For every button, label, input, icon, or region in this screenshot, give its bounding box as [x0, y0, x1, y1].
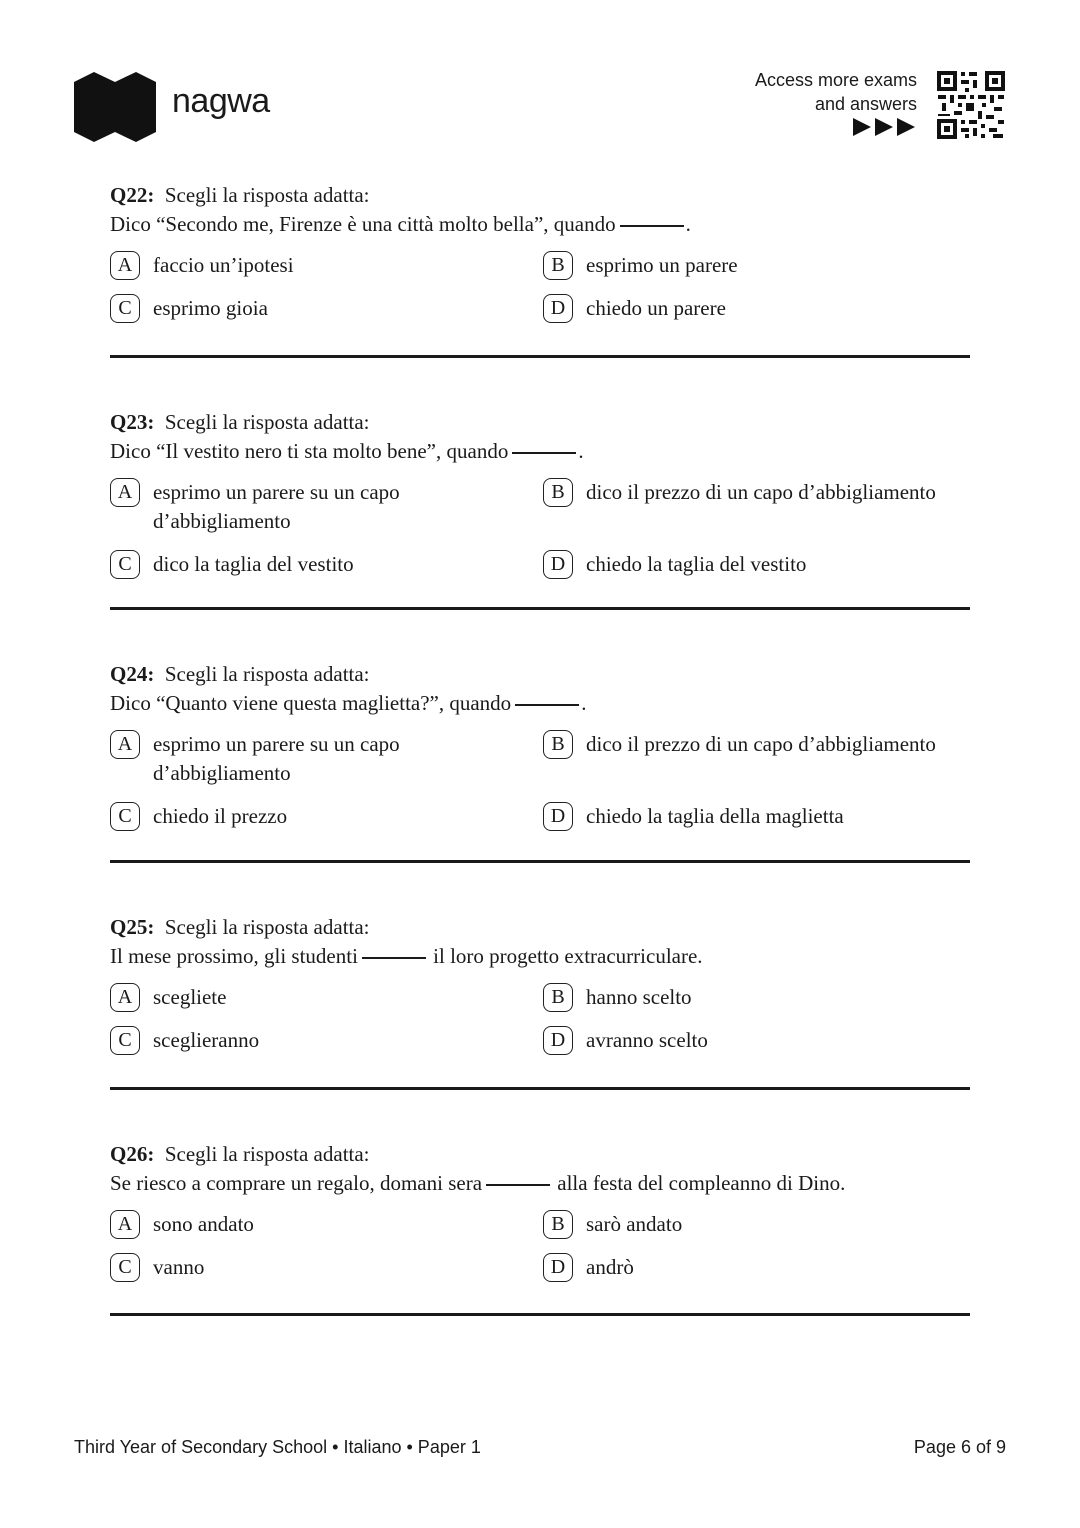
stem-text-before: Il mese prossimo, gli studenti	[110, 944, 358, 968]
option-letter: B	[543, 478, 573, 507]
option-letter: A	[110, 1210, 140, 1239]
question-number: Q22:	[110, 183, 155, 207]
option-letter: B	[543, 1210, 573, 1239]
option-text: scegliete	[153, 985, 227, 1009]
option-text: chiedo un parere	[586, 296, 726, 320]
question-q23	[110, 408, 970, 579]
stem-text-before: Dico “Quanto viene questa maglietta?”, quando	[110, 691, 512, 715]
stem-text-after: .	[685, 212, 691, 236]
question-header	[110, 913, 970, 942]
question-stem	[110, 689, 970, 718]
option-text: sarò andato	[586, 1212, 683, 1236]
access-line-2: and answers	[814, 94, 917, 114]
question-divider	[110, 1313, 970, 1316]
option-c[interactable]	[110, 294, 543, 323]
question-stem	[110, 210, 970, 239]
option-d[interactable]	[543, 1253, 970, 1282]
answer-options	[110, 251, 970, 323]
option-text: sceglieranno	[153, 1028, 260, 1052]
question-number: Q25:	[110, 915, 155, 939]
option-text: avranno scelto	[586, 1028, 708, 1052]
question-instruction: Scegli la risposta adatta:	[164, 410, 370, 434]
question-instruction: Scegli la risposta adatta:	[164, 915, 370, 939]
option-b[interactable]	[543, 983, 970, 1012]
option-letter: B	[543, 730, 573, 759]
option-letter: C	[110, 550, 140, 579]
answer-options	[110, 730, 970, 831]
stem-text-before: Se riesco a comprare un regalo, domani sera	[110, 1171, 483, 1195]
question-number: Q26:	[110, 1142, 155, 1166]
option-c[interactable]	[110, 550, 543, 579]
option-text: esprimo un parere	[586, 253, 738, 277]
question-divider	[110, 1087, 970, 1090]
answer-options	[110, 983, 970, 1055]
option-a[interactable]	[110, 478, 543, 536]
stem-text-before: Dico “Secondo me, Firenze è una città molto bella”, quando	[110, 212, 616, 236]
option-d[interactable]	[543, 294, 970, 323]
option-letter: C	[110, 1026, 140, 1055]
option-d[interactable]	[543, 550, 970, 579]
question-header	[110, 408, 970, 437]
access-more-exams-text	[755, 68, 917, 116]
option-letter: A	[110, 730, 140, 759]
option-text: andrò	[586, 1255, 634, 1279]
option-d[interactable]	[543, 1026, 970, 1055]
question-number: Q23:	[110, 410, 155, 434]
stem-text-after: alla festa del compleanno di Dino.	[557, 1171, 846, 1195]
footer-page-number: Page 6 of 9	[913, 1437, 1006, 1457]
question-q25	[110, 913, 970, 1055]
option-letter: A	[110, 251, 140, 280]
option-b[interactable]	[543, 478, 970, 536]
option-text: esprimo un parere su un capo d’abbigliamento	[153, 480, 400, 533]
option-d[interactable]	[543, 802, 970, 831]
option-text: dico la taglia del vestito	[153, 552, 354, 576]
question-instruction: Scegli la risposta adatta:	[164, 183, 370, 207]
option-text: sono andato	[153, 1212, 254, 1236]
option-letter: D	[543, 1026, 573, 1055]
question-header	[110, 660, 970, 689]
stem-text-after: il loro progetto extracurriculare.	[433, 944, 703, 968]
option-b[interactable]	[543, 730, 970, 788]
option-text: hanno scelto	[586, 985, 692, 1009]
stem-text-after: .	[578, 439, 584, 463]
option-letter: C	[110, 802, 140, 831]
option-letter: A	[110, 478, 140, 507]
stem-text-after: .	[581, 691, 587, 715]
option-c[interactable]	[110, 1253, 543, 1282]
footer-course-info: Third Year of Secondary School • Italiano • Paper 1	[74, 1437, 481, 1457]
option-a[interactable]	[110, 251, 543, 280]
option-letter: B	[543, 983, 573, 1012]
option-letter: D	[543, 802, 573, 831]
question-instruction: Scegli la risposta adatta:	[164, 662, 370, 686]
question-number: Q24:	[110, 662, 155, 686]
option-text: esprimo un parere su un capo d’abbigliamento	[153, 732, 400, 785]
option-text: vanno	[153, 1255, 205, 1279]
option-text: dico il prezzo di un capo d’abbigliamento	[586, 480, 936, 504]
option-a[interactable]	[110, 730, 543, 788]
option-b[interactable]	[543, 1210, 970, 1239]
answer-options	[110, 478, 970, 579]
option-text: faccio un’ipotesi	[153, 253, 294, 277]
question-q24	[110, 660, 970, 831]
option-text: chiedo il prezzo	[153, 804, 288, 828]
option-text: chiedo la taglia della maglietta	[586, 804, 844, 828]
option-c[interactable]	[110, 1026, 543, 1055]
answer-options	[110, 1210, 970, 1282]
question-stem	[110, 437, 970, 466]
option-c[interactable]	[110, 802, 543, 831]
nagwa-logo-icon	[74, 70, 156, 144]
option-letter: A	[110, 983, 140, 1012]
question-stem	[110, 1169, 970, 1198]
question-divider	[110, 355, 970, 358]
option-letter: D	[543, 294, 573, 323]
option-a[interactable]	[110, 983, 543, 1012]
option-letter: C	[110, 1253, 140, 1282]
option-letter: C	[110, 294, 140, 323]
option-text: dico il prezzo di un capo d’abbigliamento	[586, 732, 936, 756]
question-header	[110, 181, 970, 210]
option-letter: D	[543, 1253, 573, 1282]
option-letter: B	[543, 251, 573, 280]
answer-blank	[512, 451, 576, 454]
option-text: esprimo gioia	[153, 296, 268, 320]
access-line-1: Access more exams	[754, 70, 917, 90]
option-letter: D	[543, 550, 573, 579]
play-arrows-icon	[853, 116, 917, 138]
question-q26	[110, 1140, 970, 1282]
qr-code-icon[interactable]	[936, 70, 1006, 140]
option-a[interactable]	[110, 1210, 543, 1239]
stem-text-before: Dico “Il vestito nero ti sta molto bene”, quando	[110, 439, 509, 463]
option-b[interactable]	[543, 251, 970, 280]
question-instruction: Scegli la risposta adatta:	[164, 1142, 370, 1166]
question-divider	[110, 860, 970, 863]
question-q22	[110, 181, 970, 323]
option-text: chiedo la taglia del vestito	[586, 552, 807, 576]
answer-blank	[362, 956, 426, 959]
answer-blank	[515, 703, 579, 706]
answer-blank	[620, 224, 684, 227]
answer-blank	[486, 1183, 550, 1186]
question-header	[110, 1140, 970, 1169]
brand-name: nagwa	[172, 82, 270, 120]
question-stem	[110, 942, 970, 971]
question-divider	[110, 607, 970, 610]
